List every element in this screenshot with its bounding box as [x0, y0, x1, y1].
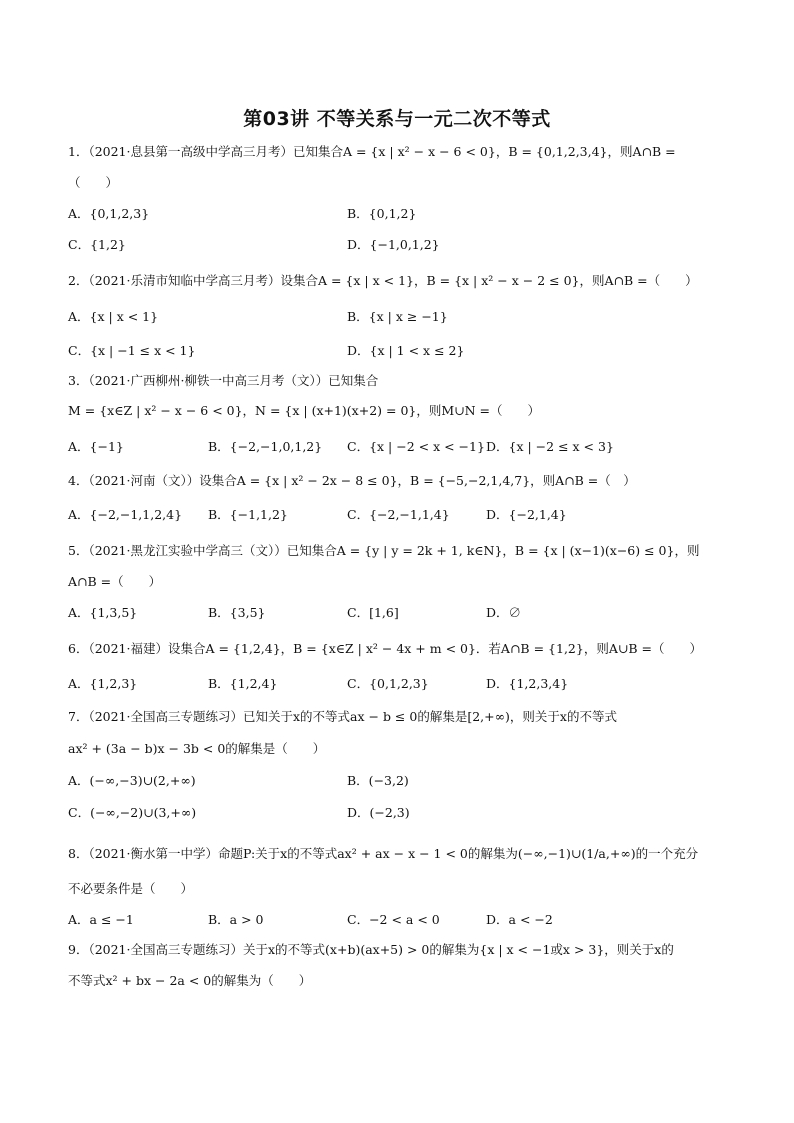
question-6-stem-line-1: 6．（2021·福建）设集合A = {1,2,4}，B = {x∈Z | x² − 4x + m < 0}．若A∩B = {1,2}，则A∪B =（ ）: [68, 641, 702, 656]
question-1-option-c: C．{1,2}: [68, 237, 126, 252]
question-8-stem-line-2: 不必要条件是（ ）: [68, 881, 194, 896]
question-3-option-b: B．{−2,−1,0,1,2}: [208, 439, 323, 454]
page-title: 第03讲 不等关系与一元二次不等式: [243, 108, 551, 130]
question-5-stem-line-2: A∩B =（ ）: [68, 574, 162, 589]
question-4-option-c: C．{−2,−1,1,4}: [347, 507, 450, 522]
question-1-option-d: D．{−1,0,1,2}: [347, 237, 440, 252]
question-4-option-d: D．{−2,1,4}: [486, 507, 567, 522]
question-5-option-b: B．{3,5}: [208, 605, 266, 620]
question-6-option-b: B．{1,2,4}: [208, 676, 278, 691]
question-7-option-a: A．(−∞,−3)∪(2,+∞): [68, 773, 196, 788]
question-7-option-b: B．(−3,2): [347, 773, 409, 788]
question-3-stem-line-1: 3．（2021·广西柳州·柳铁一中高三月考（文））已知集合: [68, 373, 379, 388]
question-8-option-a: A．a ≤ −1: [68, 912, 134, 927]
question-6-option-c: C．{0,1,2,3}: [347, 676, 429, 691]
question-5-stem-line-1: 5．（2021·黑龙江实验中学高三（文））已知集合A = {y | y = 2k + 1, k∈N}，B = {x | (x−1)(x−6) ≤ 0}，则: [68, 543, 700, 558]
question-4-stem-line-1: 4．（2021·河南（文））设集合A = {x | x² − 2x − 8 ≤ 0}，B = {−5,−2,1,4,7}，则A∩B =（ ）: [68, 473, 636, 488]
question-1-stem-line-1: 1．（2021·息县第一高级中学高三月考）已知集合A = {x | x² − x − 6 < 0}，B = {0,1,2,3,4}，则A∩B =: [68, 144, 676, 159]
question-2-option-a: A．{x | x < 1}: [68, 309, 159, 324]
question-2-option-b: B．{x | x ≥ −1}: [347, 309, 448, 324]
question-1-stem-line-2: （ ）: [68, 175, 119, 190]
question-8-stem-line-1: 8．（2021·衡水第一中学）命题P:关于x的不等式ax² + ax − x − 1 < 0的解集为(−∞,−1)∪(1/a,+∞)的一个充分: [68, 846, 699, 861]
question-8-option-d: D．a < −2: [486, 912, 553, 927]
question-3-stem-line-2: M = {x∈Z | x² − x − 6 < 0}，N = {x | (x+1)(x+2) = 0}，则M∪N =（ ）: [68, 403, 541, 418]
question-8-option-b: B．a > 0: [208, 912, 264, 927]
question-7-option-c: C．(−∞,−2)∪(3,+∞): [68, 805, 197, 820]
question-6-option-a: A．{1,2,3}: [68, 676, 138, 691]
question-2-stem-line-1: 2．（2021·乐清市知临中学高三月考）设集合A = {x | x < 1}，B = {x | x² − x − 2 ≤ 0}，则A∩B =（ ）: [68, 273, 698, 288]
question-3-option-d: D．{x | −2 ≤ x < 3}: [486, 439, 614, 454]
question-3-option-a: A．{−1}: [68, 439, 124, 454]
question-5-option-c: C．[1,6]: [347, 605, 399, 620]
question-7-stem-line-1: 7．（2021·全国高三专题练习）已知关于x的不等式ax − b ≤ 0的解集是[2,+∞)，则关于x的不等式: [68, 709, 617, 724]
question-8-option-c: C．−2 < a < 0: [347, 912, 440, 927]
question-5-option-d: D．∅: [486, 605, 522, 620]
question-9-stem-line-2: 不等式x² + bx − 2a < 0的解集为（ ）: [68, 973, 312, 988]
question-5-option-a: A．{1,3,5}: [68, 605, 138, 620]
question-2-option-c: C．{x | −1 ≤ x < 1}: [68, 343, 196, 358]
question-2-option-d: D．{x | 1 < x ≤ 2}: [347, 343, 465, 358]
question-4-option-a: A．{−2,−1,1,2,4}: [68, 507, 183, 522]
question-1-option-a: A．{0,1,2,3}: [68, 206, 150, 221]
question-9-stem-line-1: 9．（2021·全国高三专题练习）关于x的不等式(x+b)(ax+5) > 0的解集为{x | x < −1或x > 3}，则关于x的: [68, 942, 674, 957]
question-4-option-b: B．{−1,1,2}: [208, 507, 288, 522]
question-3-option-c: C．{x | −2 < x < −1}: [347, 439, 485, 454]
question-7-option-d: D．(−2,3): [347, 805, 410, 820]
question-7-stem-line-2: ax² + (3a − b)x − 3b < 0的解集是（ ）: [68, 741, 326, 756]
question-6-option-d: D．{1,2,3,4}: [486, 676, 569, 691]
question-1-option-b: B．{0,1,2}: [347, 206, 417, 221]
